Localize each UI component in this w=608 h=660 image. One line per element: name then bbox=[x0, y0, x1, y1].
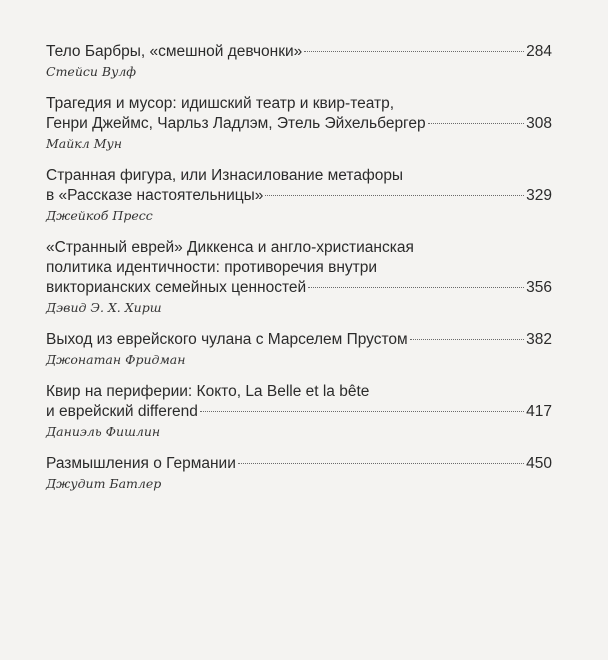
toc-entry-page: 308 bbox=[526, 115, 552, 132]
toc-entry-page: 382 bbox=[526, 331, 552, 348]
toc-entry-author: Майкл Мун bbox=[46, 136, 122, 151]
toc-entry-page: 356 bbox=[526, 279, 552, 296]
toc-entry bbox=[46, 238, 552, 316]
dot-leader bbox=[238, 463, 524, 464]
toc-entry-page: 450 bbox=[526, 455, 552, 472]
toc-entry-title: в «Рассказе настоятельницы» bbox=[46, 187, 264, 204]
toc-entry-last-line bbox=[46, 278, 552, 298]
toc-entry-title-line: политика идентичности: противоречия внутри bbox=[46, 259, 378, 276]
toc-entry-last-line bbox=[46, 454, 552, 474]
toc-entry-author: Джудит Батлер bbox=[46, 476, 162, 491]
toc-entry-author: Стейси Вулф bbox=[46, 64, 137, 79]
toc-entry-title: викторианских семейных ценностей bbox=[46, 279, 307, 296]
dot-leader bbox=[265, 195, 524, 196]
toc-entry-last-line bbox=[46, 402, 552, 422]
toc-entry-title: и еврейский differend bbox=[46, 403, 198, 420]
dot-leader bbox=[308, 287, 524, 288]
toc-entry bbox=[46, 94, 552, 152]
toc-entry bbox=[46, 166, 552, 224]
toc-entry-last-line bbox=[46, 114, 552, 134]
toc-entry-title: Тело Барбры, «смешной девчонки» bbox=[46, 43, 303, 60]
dot-leader bbox=[304, 51, 524, 52]
toc-entry-title: Генри Джеймс, Чарльз Ладлэм, Этель Эйхельбергер bbox=[46, 115, 426, 132]
table-of-contents bbox=[46, 42, 552, 506]
toc-entry bbox=[46, 454, 552, 492]
toc-entry-title-line: «Странный еврей» Диккенса и англо-христианская bbox=[46, 239, 414, 256]
toc-entry bbox=[46, 330, 552, 368]
dot-leader bbox=[410, 339, 524, 340]
toc-entry-title-line: Трагедия и мусор: идишский театр и квир-театр, bbox=[46, 95, 395, 112]
dot-leader bbox=[428, 123, 525, 124]
toc-entry bbox=[46, 382, 552, 440]
toc-entry-page: 417 bbox=[526, 403, 552, 420]
toc-entry-title-line: Квир на периферии: Кокто, La Belle et la bête bbox=[46, 383, 370, 400]
toc-entry-page: 329 bbox=[526, 187, 552, 204]
dot-leader bbox=[200, 411, 524, 412]
toc-entry-title-line: Странная фигура, или Изнасилование метафоры bbox=[46, 167, 404, 184]
toc-entry-author: Джейкоб Пресс bbox=[46, 208, 153, 223]
toc-entry-author: Даниэль Фишлин bbox=[46, 424, 161, 439]
toc-entry-last-line bbox=[46, 186, 552, 206]
toc-entry-title: Размышления о Германии bbox=[46, 455, 236, 472]
toc-entry-author: Дэвид Э. Х. Хирш bbox=[46, 300, 162, 315]
toc-entry-last-line bbox=[46, 42, 552, 62]
toc-entry-title: Выход из еврейского чулана с Марселем Прустом bbox=[46, 331, 408, 348]
toc-entry-last-line bbox=[46, 330, 552, 350]
toc-entry bbox=[46, 42, 552, 80]
toc-entry-page: 284 bbox=[526, 43, 552, 60]
toc-entry-author: Джонатан Фридман bbox=[46, 352, 186, 367]
